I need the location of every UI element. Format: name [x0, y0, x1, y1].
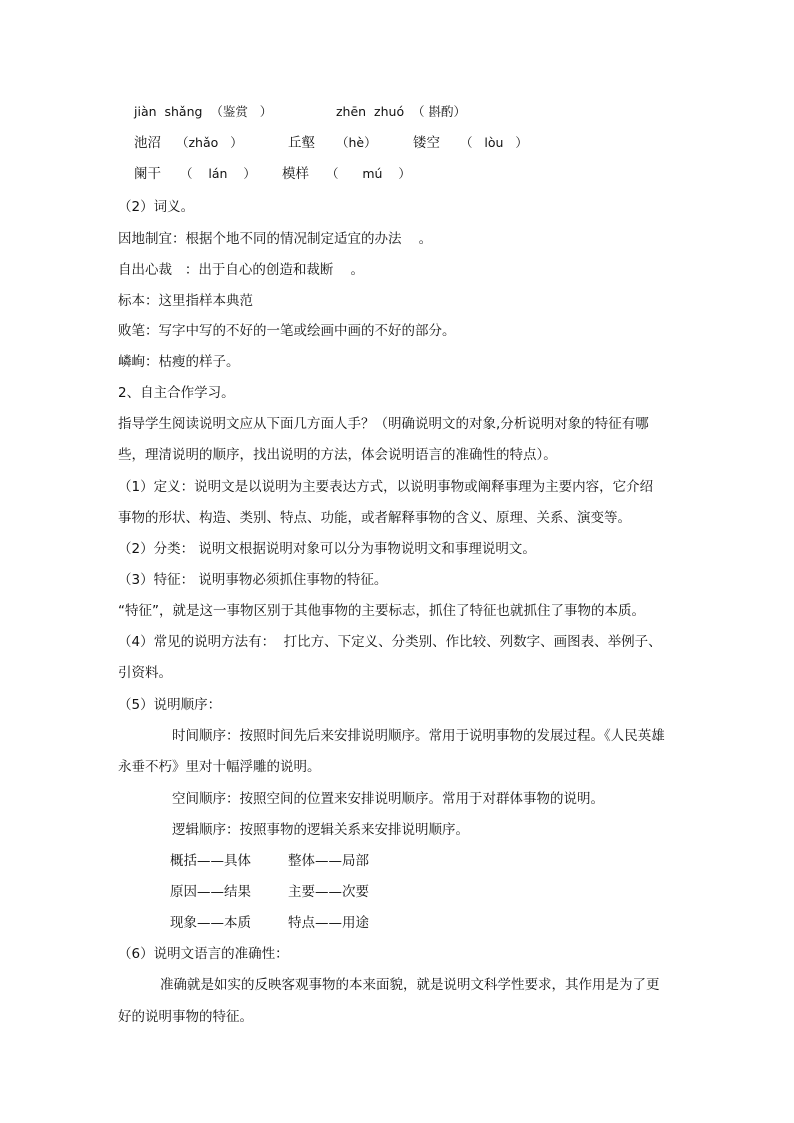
- definition-line: （1）定义：说明文是以说明为主要表达方式，以说明事物或阐释事理为主要内容，它介绍: [118, 479, 654, 495]
- word-langan: 阑干: [134, 166, 161, 182]
- pinyin-zhenzhuo: zhēn zhuó （ 斟酌）: [336, 104, 467, 119]
- pair-item: 原因——结果: [170, 884, 251, 900]
- pinyin-chizhao: （zhǎo ）: [176, 135, 243, 150]
- word-muyang: 模样: [282, 166, 309, 182]
- definition-line: 事物的形状、构造、类别、特点、功能，或者解释事物的含义、原理、关系、演变等。: [118, 510, 631, 526]
- logic-order-line: 逻辑顺序：按照事物的逻辑关系来安排说明顺序。: [172, 822, 469, 838]
- guide-line: 指导学生阅读说明文应从下面几方面人手？（明确说明文的对象,分析说明对象的特征有哪: [118, 416, 649, 432]
- ciyi-item: 因地制宜：根据个地不同的情况制定适宜的办法 。: [118, 231, 433, 247]
- time-order-line: 时间顺序：按照时间先后来安排说明顺序。常用于说明事物的发展过程。《人民英雄: [172, 728, 665, 744]
- section-ciyi-title: （2）词义。: [118, 199, 195, 215]
- pinyin-langan: （ lán ）: [180, 166, 256, 181]
- methods-line: 引资料。: [118, 665, 172, 681]
- ciyi-item: 自出心裁 ：出于自心的创造和裁断 。: [118, 262, 365, 278]
- pair-item: 概括——具体: [170, 853, 251, 869]
- ciyi-item: 败笔：写字中写的不好的一笔或绘画中画的不好的部分。: [118, 323, 456, 339]
- methods-line: （4）常见的说明方法有： 打比方、下定义、分类别、作比较、列数字、画图表、举例子、: [118, 634, 662, 650]
- pair-item: 整体——局部: [288, 853, 369, 869]
- word-loukong: 镂空: [413, 135, 440, 151]
- time-order-line: 永垂不朽》里对十幅浮雕的说明。: [118, 759, 321, 775]
- word-qiuhe: 丘壑: [288, 135, 315, 151]
- feature-note: “特征”，就是这一事物区别于其他事物的主要标志，抓住了特征也就抓住了事物的本质。: [118, 603, 645, 619]
- ciyi-item: 嶙峋：枯瘦的样子。: [118, 354, 240, 370]
- order-title: （5）说明顺序：: [118, 697, 222, 713]
- guide-line: 些，理清说明的顺序，找出说明的方法，体会说明语言的准确性的特点）。: [118, 447, 557, 463]
- accuracy-line: 好的说明事物的特征。: [118, 1009, 253, 1025]
- part-heading: 2、自主合作学习。: [118, 385, 235, 401]
- accuracy-title: （6）说明文语言的准确性：: [118, 946, 289, 962]
- pair-item: 特点——用途: [288, 915, 369, 931]
- pinyin-loukong: （ lòu ）: [460, 135, 528, 150]
- pinyin-muyang: （ mú ）: [326, 166, 411, 181]
- space-order-line: 空间顺序：按照空间的位置来安排说明顺序。常用于对群体事物的说明。: [172, 791, 604, 807]
- classification-line: （2）分类： 说明文根据说明对象可以分为事物说明文和事理说明文。: [118, 541, 536, 557]
- accuracy-line: 准确就是如实的反映客观事物的本来面貌，就是说明文科学性要求，其作用是为了更: [160, 977, 660, 993]
- pair-item: 主要——次要: [288, 884, 369, 900]
- pinyin-qiuhe: （hè）: [336, 135, 377, 150]
- pair-item: 现象——本质: [170, 915, 251, 931]
- feature-line: （3）特征： 说明事物必须抓住事物的特征。: [118, 572, 388, 588]
- pinyin-jianshang: jiàn shǎng （鉴赏 ）: [134, 104, 273, 119]
- word-chizhao: 池沼: [134, 135, 161, 151]
- ciyi-item: 标本：这里指样本典范: [118, 293, 253, 309]
